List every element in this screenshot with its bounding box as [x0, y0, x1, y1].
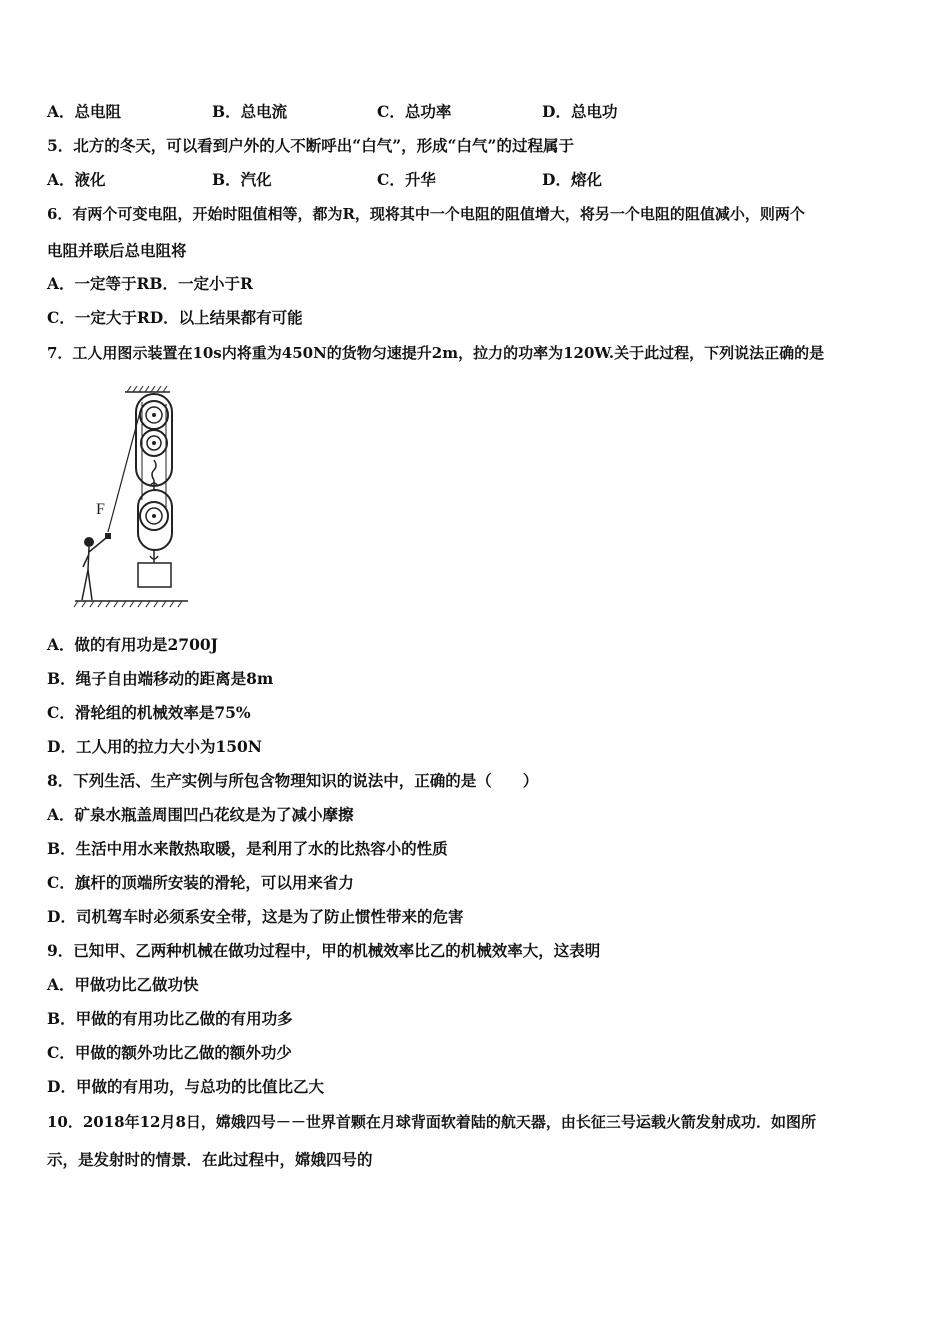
q10-stem-line2: 示，是发射时的情景．在此过程中，嫦娥四号的 — [47, 1150, 373, 1169]
q9-option-d: D．甲做的有用功，与总功的比值比乙大 — [47, 1077, 324, 1096]
q9-option-b: B．甲做的有用功比乙做的有用功多 — [47, 1009, 293, 1028]
q9-stem: 9．已知甲、乙两种机械在做功过程中，甲的机械效率比乙的机械效率大，这表明 — [47, 941, 601, 960]
q8-option-c: C．旗杆的顶端所安装的滑轮，可以用来省力 — [47, 873, 354, 892]
q4-option-d: D．总电功 — [542, 102, 618, 121]
q5-option-a: A．液化 — [47, 170, 106, 189]
q4-option-a: A．总电阻 — [47, 102, 122, 121]
q9-option-c: C．甲做的额外功比乙做的额外功少 — [47, 1043, 292, 1062]
q6-stem-line1: 6．有两个可变电阻，开始时阻值相等，都为R，现将其中一个电阻的阻值增大，将另一个电阻的阻值减小，则两个 — [47, 205, 805, 223]
q7-option-a: A．做的有用功是2700J — [47, 635, 219, 654]
q6-stem-line2: 电阻并联后总电阻将 — [47, 241, 187, 260]
q7-option-c: C．滑轮组的机械效率是75% — [47, 703, 251, 722]
q9-option-a: A．甲做功比乙做功快 — [47, 975, 199, 994]
q6-option-line1: A．一定等于RB．一定小于R — [47, 274, 253, 293]
q7-option-b: B．绳子自由端移动的距离是8m — [47, 669, 274, 688]
force-label: F — [96, 501, 105, 518]
q6-option-line2: C．一定大于RD．以上结果都有可能 — [47, 308, 303, 327]
q8-stem: 8．下列生活、生产实例与所包含物理知识的说法中，正确的是（ ） — [47, 771, 539, 790]
q10-stem-line1: 10．2018年12月8日，嫦娥四号－－世界首颗在月球背面软着陆的航天器，由长征三号运载火箭发射成功．如图所 — [47, 1113, 816, 1131]
q4-option-b: B．总电流 — [212, 102, 288, 121]
q5-option-b: B．汽化 — [212, 170, 272, 189]
q8-option-d: D．司机驾车时必须系安全带，这是为了防止惯性带来的危害 — [47, 907, 464, 926]
q7-option-d: D．工人用的拉力大小为150N — [47, 737, 262, 756]
q8-option-b: B．生活中用水来散热取暖，是利用了水的比热容小的性质 — [47, 839, 448, 858]
q5-option-d: D．熔化 — [542, 170, 602, 189]
pulley-system-figure — [70, 382, 195, 612]
q5-stem: 5．北方的冬天，可以看到户外的人不断呼出“白气”，形成“白气”的过程属于 — [47, 136, 574, 155]
q7-stem: 7．工人用图示装置在10s内将重为450N的货物匀速提升2m，拉力的功率为120W.关于此过程，下列说法正确的是 — [47, 344, 825, 362]
q5-option-c: C．升华 — [377, 170, 436, 189]
q4-option-c: C．总功率 — [377, 102, 452, 121]
q8-option-a: A．矿泉水瓶盖周围凹凸花纹是为了减小摩擦 — [47, 805, 354, 824]
